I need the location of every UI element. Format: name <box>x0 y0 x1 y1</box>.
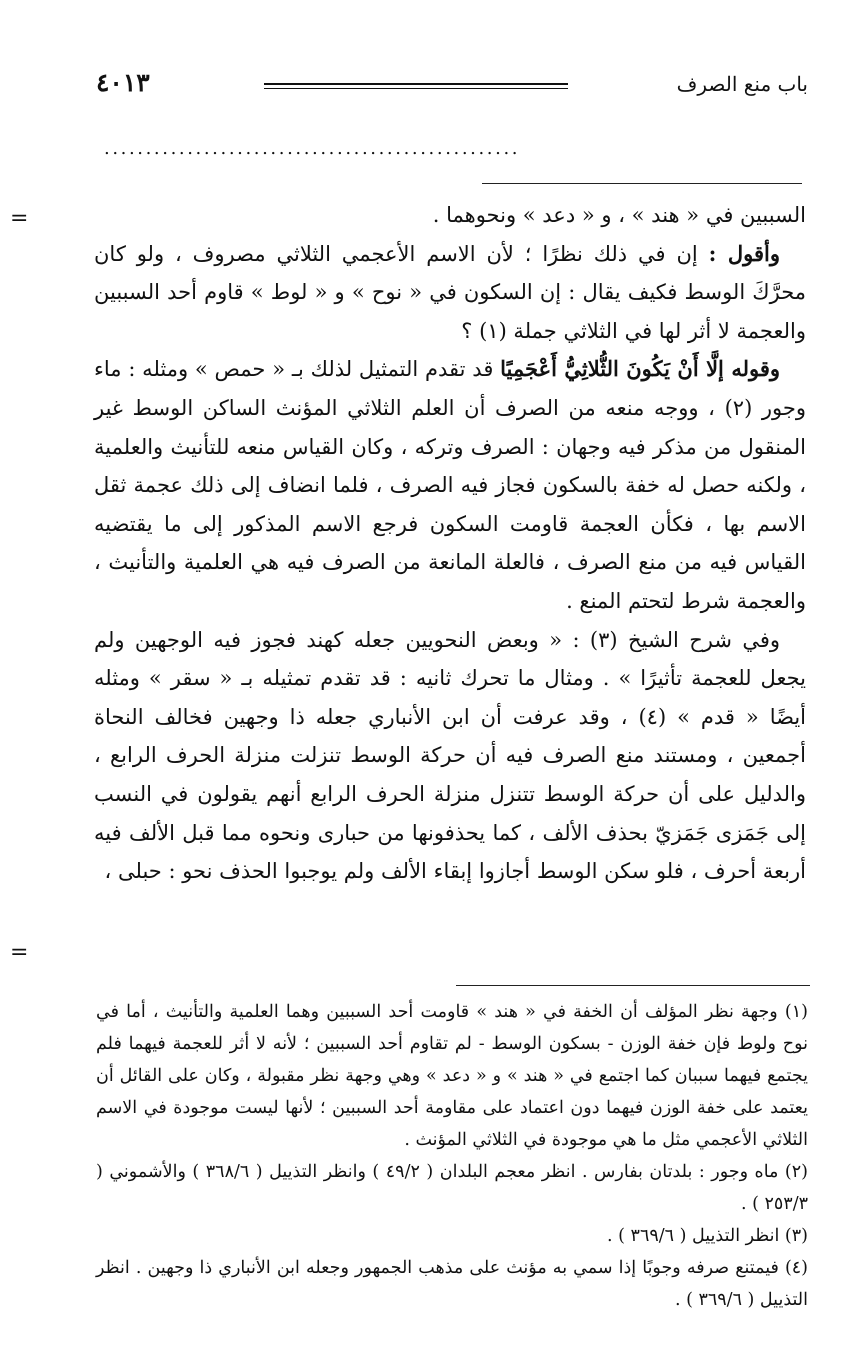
chapter-title: باب منع الصرف <box>676 72 808 96</box>
dotted-separator: .................................................. <box>104 138 521 158</box>
footnote-rule <box>456 985 810 986</box>
header-rule <box>264 83 568 89</box>
footnote-2: (٢) ماه وجور : بلدتان بفارس . انظر معجم البلدان ( ٤٩/٢ ) وانظر التذييل ( ٣٦٨/٦ ) والأشموني ( ٢٥٣/٣ ) . <box>96 1162 808 1214</box>
top-rule <box>482 183 802 184</box>
paragraph-3 <box>94 350 806 620</box>
paragraph-2-keyword: وأقول : <box>708 240 781 266</box>
page-number: ٤٠١٣ <box>96 68 150 97</box>
main-text <box>94 196 806 891</box>
continuation-mark-top: = <box>10 206 29 231</box>
page-header <box>96 64 808 104</box>
footnote-1: (١) وجهة نظر المؤلف أن الخفة في « هند » قاومت أحد السببين وهما العلمية والتأنيث ، أما في نوح ولوط فإن خفة الوزن - بسكون الوسط - لم تقاوم أحد السببين ؛ لأنه لا أثر للعجمة فيهما فلم يجتمع فيهما سببان كما اجتمع في « هند » و « دعد » وهي وجهة نظر مقبولة ، وكان على القائل أن يعتمد على خفة الوزن فيهما دون اعتماد على مقاومة أحد السببين ؛ لأنها ليست موجودة في الاسم الثلاثي الأعجمي مثل ما هي موجودة في الثلاثي المؤنث . <box>96 1002 808 1150</box>
paragraph-2 <box>94 235 806 351</box>
paragraph-3-keyword: وقوله إلَّا أَنْ يَكُونَ الثُّلاثِيُّ أَعْجَمِيًا <box>500 356 781 382</box>
footnote-4: (٤) فيمتنع صرفه وجوبًا إذا سمي به مؤنث على مذهب الجمهور وجعله ابن الأنباري ذا وجهين . انظر التذييل ( ٣٦٩/٦ ) . <box>96 1258 808 1310</box>
footnotes <box>96 996 808 1316</box>
paragraph-3-text: قد تقدم التمثيل لذلك بـ « حمص » ومثله : ماء وجور (٢) ، ووجه منعه من الصرف أن العلم الثلاثي المؤنث الساكن الوسط غير المنقول من مذكر فيه وجهان : الصرف وتركه ، وكان القياس منعه للتأنيث والعلمية ، ولكنه حصل له خفة بالسكون فجاز فيه الصرف ، فلما انضاف إلى ذلك عجمة ثقل الاسم بها ، فكأن العجمة قاومت السكون فرجع الاسم المذكور إلى ما يقتضيه القياس فيه من منع الصرف ، فالعلة المانعة من الصرف فيه هي العلمية والتأنيث ، والعجمة شرط لتحتم المنع . <box>94 357 807 613</box>
footnote-3: (٣) انظر التذييل ( ٣٦٩/٦ ) . <box>607 1226 808 1246</box>
paragraph-4: وفي شرح الشيخ (٣) : « وبعض النحويين جعله كهند فجوز فيه الوجهين ولم يجعل للعجمة تأثيرًا » . ومثال ما تحرك ثانيه : قد تقدم تمثيله بـ « سقر » ومثله أيضًا « قدم » (٤) ، وقد عرفت أن ابن الأنباري جعله ذا وجهين فخالف النحاة أجمعين ، ومستند منع الصرف فيه أن حركة الوسط تنزلت منزلة الحرف الرابع ، والدليل على أن حركة الوسط تتنزل منزلة الحرف الرابع أنهم يقولون في النسب إلى جَمَزى جَمَزيّ بحذف الألف ، كما يحذفونها من حبارى ونحوه مما قبل الألف فيه أربعة أحرف ، فلو سكن الوسط أجازوا إبقاء الألف ولم يوجبوا الحذف نحو : حبلى ، <box>94 627 807 884</box>
continuation-mark-bottom: = <box>10 940 29 965</box>
paragraph-1: السببين في « هند » ، و « دعد » ونحوهما . <box>432 203 806 227</box>
paragraph-2-text: إن في ذلك نظرًا ؛ لأن الاسم الأعجمي الثلاثي مصروف ، ولو كان محرَّكَ الوسط فكيف يقال : إن السكون في « نوح » و « لوط » قاوم أحد السببين والعجمة لا أثر لها في الثلاثي جملة (١) ؟ <box>94 241 806 343</box>
